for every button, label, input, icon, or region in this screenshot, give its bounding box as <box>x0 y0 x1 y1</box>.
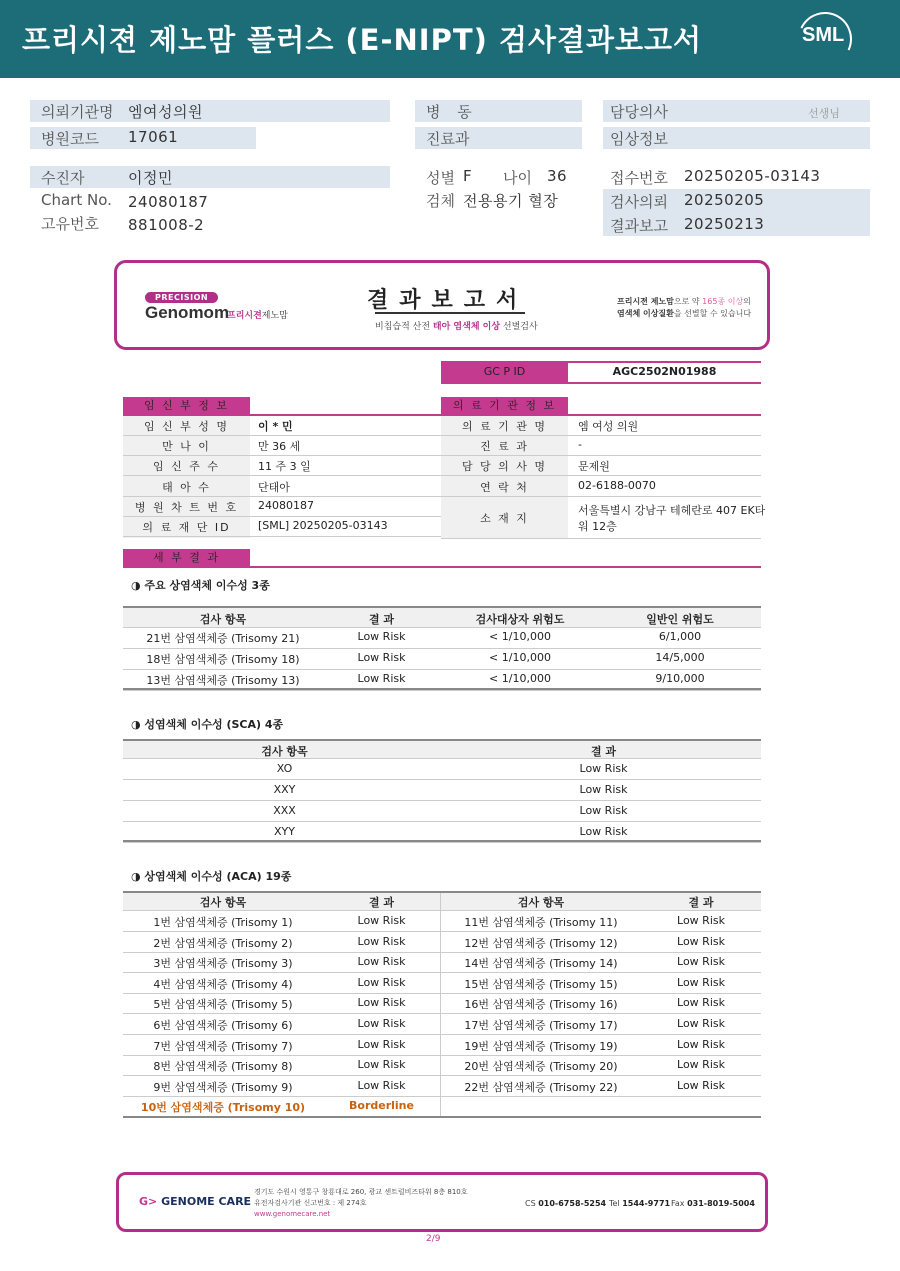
table-cell: 13번 삼염색체증 (Trisomy 13) <box>146 674 300 687</box>
row-divider <box>123 800 761 801</box>
table-cell: 2번 삼염색체증 (Trisomy 2) <box>153 936 293 950</box>
table-cell: Low Risk <box>357 955 406 969</box>
table-cell: < 1/10,000 <box>489 651 551 664</box>
footer-address <box>254 1187 468 1220</box>
hospital-code-label: 병원코드 <box>41 130 99 148</box>
row-divider <box>123 669 761 670</box>
header-divider <box>123 758 761 759</box>
gc-icon: G> <box>139 1195 158 1208</box>
cs-value: 010-6758-5254 <box>538 1199 607 1208</box>
row-divider <box>123 1013 761 1014</box>
table-cell: XO <box>276 762 293 775</box>
table-cell: Low Risk <box>357 996 406 1010</box>
clinical-label: 임상정보 <box>610 130 668 148</box>
gcp-value: AGC2502N01988 <box>612 365 717 378</box>
table-cell: 16번 삼염색체증 (Trisomy 16) <box>464 998 618 1012</box>
row-divider <box>441 475 761 476</box>
row-divider <box>123 779 761 780</box>
column-header: 결 과 <box>368 896 395 909</box>
hospital-code-value: 17061 <box>128 128 179 146</box>
table-cell: 9/10,000 <box>655 672 705 685</box>
report-header-card <box>114 260 770 350</box>
table-cell: 1번 삼염색체증 (Trisomy 1) <box>153 916 293 929</box>
chart-value: 24080187 <box>128 193 209 211</box>
table-cell: 9번 삼염색체증 (Trisomy 9) <box>153 1080 293 1094</box>
table-cell: Low Risk <box>579 783 628 796</box>
gc-brand: GENOME CARE <box>161 1195 252 1208</box>
table-cell: Low Risk <box>677 914 725 927</box>
row-divider <box>123 842 761 843</box>
table-cell: Low Risk <box>677 955 725 969</box>
table-cell: Low Risk <box>357 651 406 664</box>
header-divider <box>123 910 761 911</box>
unique-label: 고유번호 <box>41 215 99 233</box>
right-l1b: 으로 약 <box>673 297 700 306</box>
table-cell: Low Risk <box>677 1058 725 1072</box>
table-cell: 10번 삼염색체증 (Trisomy 10) <box>140 1101 306 1115</box>
pregnant-row-label: 병 원 차 트 번 호 <box>134 501 239 514</box>
pregnant-row-value: 11 주 3 일 <box>258 460 311 473</box>
header-divider <box>123 627 761 628</box>
examinee-label: 수진자 <box>41 169 85 187</box>
pregnant-row-label: 만 나 이 <box>162 440 211 453</box>
institution-label: 의뢰기관명 <box>41 103 114 121</box>
table-cell: Low Risk <box>677 1017 725 1030</box>
right-l1d: 의 <box>743 297 751 306</box>
footer-web[interactable]: www.genomecare.net <box>254 1210 331 1218</box>
detail-underline <box>123 566 761 568</box>
row-divider <box>123 475 441 476</box>
precision-badge: PRECISION <box>145 292 218 303</box>
sex-value: F <box>463 167 473 185</box>
report-title: 결과보고서 <box>367 288 529 313</box>
pregnant-section-title: 임 신 부 정 보 <box>123 397 250 415</box>
table-cell: Borderline <box>349 1099 414 1113</box>
table-cell: Low Risk <box>357 630 406 643</box>
table-cell: 19번 삼염색체증 (Trisomy 19) <box>464 1039 618 1053</box>
footer-cs <box>525 1199 606 1208</box>
age-value: 36 <box>547 167 568 185</box>
table-cell: 15번 삼염색체증 (Trisomy 15) <box>464 977 618 991</box>
table-cell: Low Risk <box>357 672 406 685</box>
cs-label: CS <box>525 1199 536 1208</box>
row-divider <box>123 993 761 994</box>
column-header: 결 과 <box>688 896 714 909</box>
sml-logo: SML <box>802 24 845 46</box>
row-divider <box>123 1055 761 1056</box>
row-divider <box>123 972 761 973</box>
footer-addr1: 경기도 수원시 영통구 창룡대로 260, 광교 센트럴비즈타워 8층 810호 <box>254 1188 468 1196</box>
footer-addr2: 유전자검사기관 신고번호 : 제 274호 <box>254 1199 367 1207</box>
row-divider <box>441 435 761 436</box>
table-cell: 14번 삼염색체증 (Trisomy 14) <box>464 957 618 971</box>
pregnant-row-label: 의 료 재 단 ID <box>142 521 231 534</box>
table-cell: Low Risk <box>579 804 628 817</box>
page-title: 프리시젼 제노맘 플러스 (E-NIPT) 검사결과보고서 <box>22 23 703 57</box>
title-underline <box>375 312 525 314</box>
medical-row-label: 연 락 처 <box>480 481 529 494</box>
report-label: 결과보고 <box>610 217 668 235</box>
examinee-value: 이정민 <box>128 169 173 187</box>
table-cell: Low Risk <box>357 1058 406 1072</box>
table-cell: 21번 삼염색체증 (Trisomy 21) <box>146 632 300 645</box>
table-cell: Low Risk <box>357 1037 406 1051</box>
main-section-title: ◑ 주요 상염색체 이수성 3종 <box>131 579 270 592</box>
table-cell: 8번 삼염색체증 (Trisomy 8) <box>153 1060 293 1074</box>
report-right-text <box>617 296 751 320</box>
medical-row-label: 진 료 과 <box>480 440 529 453</box>
genomom-logo: Genomom <box>145 303 230 322</box>
sex-label: 성별 <box>426 169 455 187</box>
table-cell: Low Risk <box>357 1078 406 1092</box>
chart-label: Chart No. <box>41 191 112 209</box>
gcp-topline <box>568 361 761 363</box>
table-cell: 12번 삼염색체증 (Trisomy 12) <box>464 936 618 950</box>
table-cell: 18번 삼염색체증 (Trisomy 18) <box>146 653 300 666</box>
column-header: 일반인 위험도 <box>646 613 714 626</box>
table-cell: Low Risk <box>579 762 628 775</box>
row-divider <box>123 1075 761 1076</box>
table-bottom-border <box>123 688 761 690</box>
specimen-label: 검체 <box>426 192 455 210</box>
report-subtitle <box>375 319 538 332</box>
row-divider <box>441 538 761 539</box>
gcp-label: GC P ID <box>441 361 568 383</box>
column-header: 검사 항목 <box>261 745 308 758</box>
pregnant-row-label: 태 아 수 <box>162 481 211 494</box>
report-value: 20250213 <box>684 215 765 233</box>
detail-section-title: 세 부 결 과 <box>123 549 250 567</box>
column-header: 검사 항목 <box>199 896 247 909</box>
pregnant-row-label: 임 신 부 성 명 <box>143 420 230 433</box>
table-cell: Low Risk <box>677 1037 725 1051</box>
table-cell: 11번 삼염색체증 (Trisomy 11) <box>464 916 618 929</box>
institution-value: 엠여성의원 <box>128 103 203 121</box>
pregnant-row-value: 24080187 <box>258 499 314 512</box>
table-bottom-border <box>123 840 761 842</box>
pregnant-row-value: [SML] 20250205-03143 <box>258 519 388 532</box>
top-header-bar <box>0 0 900 78</box>
table-cell: Low Risk <box>677 996 725 1010</box>
row-divider <box>123 821 761 822</box>
table-cell: 3번 삼염색체증 (Trisomy 3) <box>153 957 293 971</box>
table-cell: XYY <box>274 825 295 838</box>
column-header: 결 과 <box>590 745 617 758</box>
table-cell: 22번 삼염색체증 (Trisomy 22) <box>464 1080 618 1094</box>
row-divider <box>441 455 761 456</box>
table-cell: Low Risk <box>579 825 628 838</box>
specimen-value: 전용용기 혈장 <box>463 192 559 210</box>
age-label: 나이 <box>503 169 532 187</box>
table-cell: Low Risk <box>677 1078 725 1092</box>
right-l2a: 염색체 이상질환 <box>617 309 674 318</box>
row-divider <box>123 1034 761 1035</box>
pregnant-row-value: 단태아 <box>258 481 290 494</box>
table-cell: XXY <box>273 783 296 796</box>
table-cell: 5번 삼염색체증 (Trisomy 5) <box>153 998 293 1012</box>
request-label: 검사의뢰 <box>610 193 668 211</box>
ward-label: 병 동 <box>426 103 478 121</box>
footer-tel <box>609 1199 670 1208</box>
row-divider <box>123 516 441 517</box>
right-l1c: 165종 이상 <box>702 297 744 306</box>
receipt-label: 접수번호 <box>610 169 668 187</box>
footer-card <box>116 1172 768 1232</box>
department-label: 진료과 <box>426 130 470 148</box>
table-cell: 14/5,000 <box>655 651 705 664</box>
right-l2b: 을 선별할 수 있습니다 <box>673 309 752 318</box>
right-l1a: 프리시젼 제노맘 <box>617 297 674 306</box>
unique-value: 881008-2 <box>128 216 205 234</box>
table-cell: Low Risk <box>677 934 725 948</box>
brand-sub: 제노맘 <box>261 311 288 321</box>
medical-section-title: 의 료 기 관 정 보 <box>441 397 568 415</box>
footer-fax <box>671 1199 755 1208</box>
medical-row-value: - <box>578 438 582 451</box>
row-divider <box>123 455 441 456</box>
table-cell: XXX <box>273 804 296 817</box>
request-value: 20250205 <box>684 191 765 209</box>
table-cell: Low Risk <box>357 1017 406 1030</box>
sca-section-title: ◑ 성염색체 이수성 (SCA) 4종 <box>131 718 284 731</box>
medical-row-value-cont: 워 12층 <box>578 520 617 533</box>
row-divider <box>123 536 441 537</box>
fax-label: Fax <box>671 1199 685 1208</box>
genome-care-logo <box>139 1195 251 1208</box>
table-cell: 4번 삼염색체증 (Trisomy 4) <box>153 977 293 991</box>
column-header: 검사 항목 <box>199 613 247 626</box>
table-cell: 20번 삼염색체증 (Trisomy 20) <box>464 1060 618 1074</box>
tel-value: 1544-9771 <box>622 1199 671 1208</box>
column-header: 검사대상자 위험도 <box>475 613 565 626</box>
medical-row-label: 담 당 의 사 명 <box>461 460 548 473</box>
row-divider <box>123 1096 761 1097</box>
receipt-value: 20250205-03143 <box>684 167 821 185</box>
row-divider <box>123 931 761 932</box>
genomom-sub <box>227 308 288 321</box>
subtitle-pre: 비침습적 산전 <box>375 322 431 332</box>
row-divider <box>123 648 761 649</box>
table-cell: < 1/10,000 <box>489 672 551 685</box>
table-cell: 6번 삼염색체증 (Trisomy 6) <box>153 1019 293 1032</box>
pregnant-row-value: 만 36 세 <box>258 440 301 453</box>
gcp-underline <box>441 382 761 384</box>
table-cell: Low Risk <box>357 975 406 989</box>
table-cell: 6/1,000 <box>658 630 702 643</box>
doctor-suffix: 선생님 <box>808 107 840 120</box>
medical-row-value: 서울특별시 강남구 테헤란로 407 EK타 <box>578 504 766 517</box>
row-divider <box>123 496 441 497</box>
table-cell: 17번 삼염색체증 (Trisomy 17) <box>464 1019 618 1032</box>
table-cell: Low Risk <box>677 975 725 989</box>
medical-row-label: 소 재 지 <box>480 512 529 525</box>
table-top-border <box>123 606 761 608</box>
brand-sub-pre: 프리시젼 <box>227 311 262 321</box>
column-header: 검사 항목 <box>517 896 565 909</box>
row-divider <box>123 435 441 436</box>
table-cell: Low Risk <box>357 914 406 927</box>
page-number: 2/9 <box>426 1234 441 1244</box>
subtitle-highlight: 태아 염색체 이상 <box>432 322 501 332</box>
row-divider <box>123 690 761 691</box>
fax-value: 031-8019-5004 <box>687 1199 755 1208</box>
subtitle-post: 선별검사 <box>502 322 538 332</box>
table-cell: Low Risk <box>357 934 406 948</box>
table-bottom-border <box>123 1116 761 1118</box>
aca-section-title: ◑ 상염색체 이수성 (ACA) 19종 <box>131 870 292 883</box>
tel-label: Tel <box>609 1199 620 1208</box>
medical-row-value: 엠 여성 의원 <box>578 420 639 433</box>
medical-row-label: 의 료 기 관 명 <box>461 420 548 433</box>
table-cell: < 1/10,000 <box>489 630 551 643</box>
table-cell: 7번 삼염색체증 (Trisomy 7) <box>153 1039 293 1053</box>
pregnant-row-label: 임 신 주 수 <box>153 460 220 473</box>
row-divider <box>123 952 761 953</box>
medical-row-value: 02-6188-0070 <box>578 479 656 492</box>
column-header: 결 과 <box>368 613 395 626</box>
doctor-label: 담당의사 <box>610 103 668 121</box>
pregnant-row-value: 이 * 민 <box>258 420 293 433</box>
row-divider <box>441 496 761 497</box>
medical-row-value: 문제원 <box>578 460 610 473</box>
